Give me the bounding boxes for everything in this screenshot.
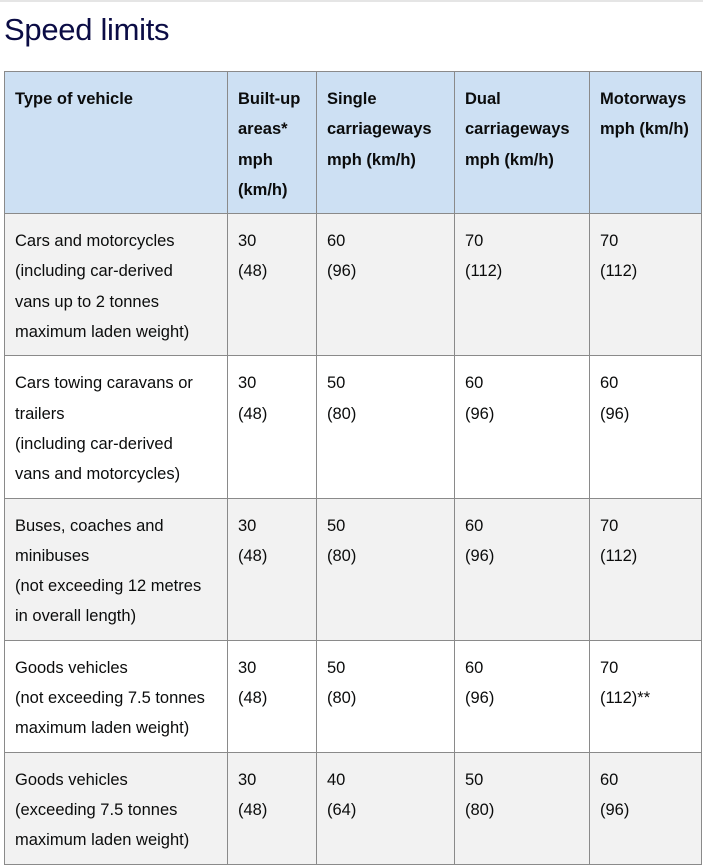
header-motorways: Motorways mph (km/h)	[590, 72, 702, 214]
table-header-row	[5, 72, 702, 214]
built-up-limit-cell: 30 (48)	[228, 498, 317, 640]
single-carriageway-limit-cell: 50 (80)	[317, 356, 455, 498]
table-row	[5, 752, 702, 864]
top-divider	[0, 0, 703, 2]
built-up-limit-cell: 30 (48)	[228, 214, 317, 356]
vehicle-type-cell: Cars and motorcycles (including car-derived vans up to 2 tonnes maximum laden weight)	[5, 214, 228, 356]
built-up-limit-cell: 30 (48)	[228, 752, 317, 864]
motorway-limit-cell: 60 (96)	[590, 356, 702, 498]
header-single-carriageways: Single carriageways mph (km/h)	[317, 72, 455, 214]
header-type-of-vehicle: Type of vehicle	[5, 72, 228, 214]
dual-carriageway-limit-cell: 60 (96)	[455, 640, 590, 752]
vehicle-type-cell: Goods vehicles (not exceeding 7.5 tonnes maximum laden weight)	[5, 640, 228, 752]
single-carriageway-limit-cell: 40 (64)	[317, 752, 455, 864]
table-row	[5, 640, 702, 752]
dual-carriageway-limit-cell: 60 (96)	[455, 356, 590, 498]
table-row	[5, 498, 702, 640]
single-carriageway-limit-cell: 50 (80)	[317, 640, 455, 752]
single-carriageway-limit-cell: 50 (80)	[317, 498, 455, 640]
header-built-up-areas: Built-up areas* mph (km/h)	[228, 72, 317, 214]
motorway-limit-cell: 60 (96)	[590, 752, 702, 864]
page-title: Speed limits	[4, 12, 170, 47]
dual-carriageway-limit-cell: 70 (112)	[455, 214, 590, 356]
table-row	[5, 356, 702, 498]
single-carriageway-limit-cell: 60 (96)	[317, 214, 455, 356]
table-row	[5, 214, 702, 356]
speed-limits-table	[4, 71, 702, 865]
vehicle-type-cell: Buses, coaches and minibuses (not exceeding 12 metres in overall length)	[5, 498, 228, 640]
built-up-limit-cell: 30 (48)	[228, 356, 317, 498]
dual-carriageway-limit-cell: 50 (80)	[455, 752, 590, 864]
motorway-limit-cell: 70 (112)	[590, 498, 702, 640]
motorway-limit-cell: 70 (112)**	[590, 640, 702, 752]
dual-carriageway-limit-cell: 60 (96)	[455, 498, 590, 640]
vehicle-type-cell: Goods vehicles (exceeding 7.5 tonnes maximum laden weight)	[5, 752, 228, 864]
motorway-limit-cell: 70 (112)	[590, 214, 702, 356]
header-dual-carriageways: Dual carriageways mph (km/h)	[455, 72, 590, 214]
vehicle-type-cell: Cars towing caravans or trailers (including car-derived vans and motorcycles)	[5, 356, 228, 498]
built-up-limit-cell: 30 (48)	[228, 640, 317, 752]
